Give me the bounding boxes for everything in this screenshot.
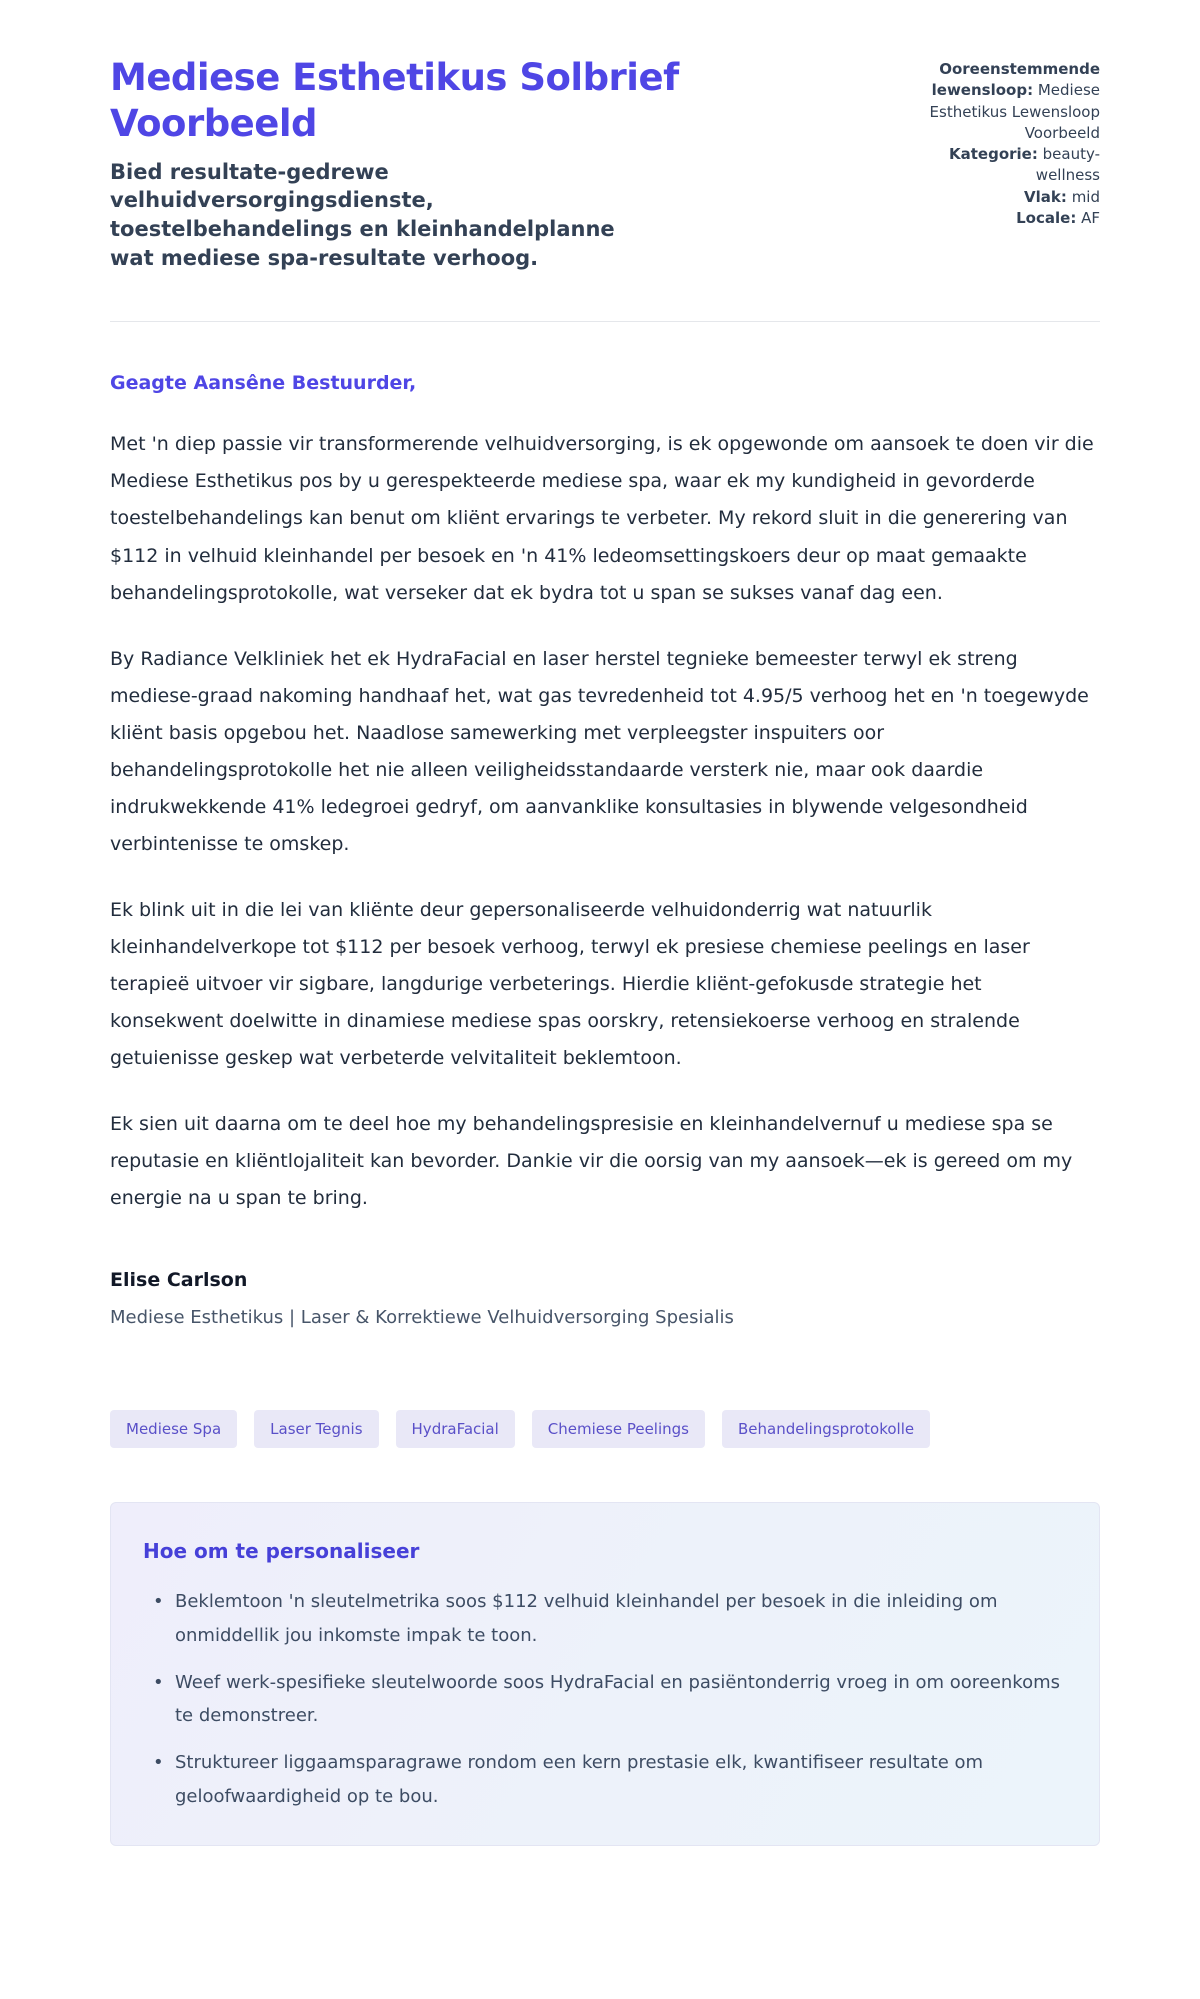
letter-paragraph: Met 'n diep passie vir transformerende velhuidversorging, is ek opgewonde om aansoek te doen vir die Mediese Esthetikus pos by u gerespekteerde mediese spa, waar ek my kundigheid in gevorderde toestelbehandelings kan benut om kliënt ervarings te verbeter. My rekord sluit in die generering van $112 in velhuid kleinhandel per besoek en 'n 41% ledeomsettingskoers deur op maat gemaakte behandelingsprotokolle, wat verseker dat ek bydra tot u span se sukses vanaf dag een. (110, 433, 1094, 604)
meta-label: Locale: (1016, 209, 1077, 228)
letter-body (110, 372, 1100, 1328)
callout-bullet: • Weef werk-spesifieke sleutelwoorde soos HydraFacial en pasiëntonderrig vroeg in om ooreenkoms te demonstreer. (149, 1666, 1067, 1733)
tag-list (110, 1410, 1100, 1448)
tag-chip[interactable]: Behandelingsprotokolle (722, 1410, 930, 1448)
tag-chip[interactable]: Chemiese Peelings (532, 1410, 705, 1448)
tag-chip[interactable]: Laser Tegnis (254, 1410, 378, 1448)
meta-value: beauty-wellness (1035, 145, 1100, 185)
meta-value: Mediese Esthetikus Lewensloop Voorbeeld (929, 81, 1100, 142)
header-divider (110, 321, 1100, 322)
meta-item (885, 59, 1100, 144)
callout-bullet: • Beklemtoon 'n sleutelmetrika soos $112 velhuid kleinhandel per besoek in die inleiding om onmiddellik jou inkomste impak te toon. (149, 1585, 1067, 1652)
signature-title: Mediese Esthetikus | Laser & Korrektiewe Velhuidversorging Spesialis (110, 1307, 734, 1329)
meta-value: mid (1071, 187, 1100, 206)
tag-chip[interactable]: Mediese Spa (110, 1410, 237, 1448)
meta-item (885, 144, 1100, 187)
letter-paragraph: Ek sien uit daarna om te deel hoe my behandelingspresisie en kleinhandelvernuf u mediese spa se reputasie en kliëntlojaliteit kan bevorder. Dankie vir die oorsig van my aansoek—ek is gereed om my energie na u span te bring. (110, 1113, 1073, 1210)
meta-value: AF (1081, 209, 1100, 228)
meta-item (885, 208, 1100, 229)
meta-item (885, 187, 1100, 208)
callout-title: Hoe om te personaliseer (143, 1539, 420, 1564)
page-header (110, 55, 1100, 273)
letter-paragraph: By Radiance Velkliniek het ek HydraFacial en laser herstel tegnieke bemeester terwyl ek streng mediese-graad nakoming handhaaf het, wat gas tevredenheid tot 4.95/5 verhoog het en 'n toegewyde kliënt basis opgebou het. Naadlose samewerking met verpleegster inspuiters oor behandelingsprotokolle het nie alleen veiligheidsstandaarde versterk nie, maar ook daardie indrukwekkende 41% ledegroei gedryf, om aanvanklike konsultasies in blywende velgesondheid verbintenisse te omskep. (110, 647, 1089, 855)
letter-paragraphs (110, 426, 1100, 1217)
page-subtitle: Bied resultate-gedrewe velhuidversorgingsdienste, toestelbehandelings en kleinhandelplanne wat mediese spa-resultate verhoog. (110, 159, 615, 271)
callout-bullet: • Struktureer liggaamsparagrawe rondom een kern prestasie elk, kwantifiseer resultate om geloofwaardigheid op te bou. (149, 1746, 1067, 1813)
personalize-callout (110, 1502, 1100, 1846)
meta-label: Ooreenstemmende lewensloop: (931, 60, 1100, 100)
page-title: Mediese Esthetikus Solbrief Voorbeeld (110, 56, 679, 146)
tag-chip[interactable]: HydraFacial (396, 1410, 515, 1448)
letter-greeting: Geagte Aansêne Bestuurder, (110, 372, 417, 395)
signature-block (110, 1269, 1100, 1328)
callout-bullet-list (143, 1585, 1067, 1813)
header-title-block (110, 55, 730, 273)
signature-name: Elise Carlson (110, 1269, 248, 1292)
meta-label: Vlak: (1024, 187, 1067, 206)
header-meta (885, 55, 1100, 229)
meta-label: Kategorie: (949, 145, 1038, 164)
letter-paragraph: Ek blink uit in die lei van kliënte deur gepersonaliseerde velhuidonderrig wat natuurlik kleinhandelverkope tot $112 per besoek verhoog, terwyl ek presiese chemiese peelings en laser terapieë uitvoer vir sigbare, langdurige verbeterings. Hierdie kliënt-gefokusde strategie het konsekwent doelwitte in dinamiese mediese spas oorskry, retensiekoerse verhoog en stralende getuienisse geskep wat verbeterde velvitaliteit beklemtoon. (110, 898, 1030, 1070)
